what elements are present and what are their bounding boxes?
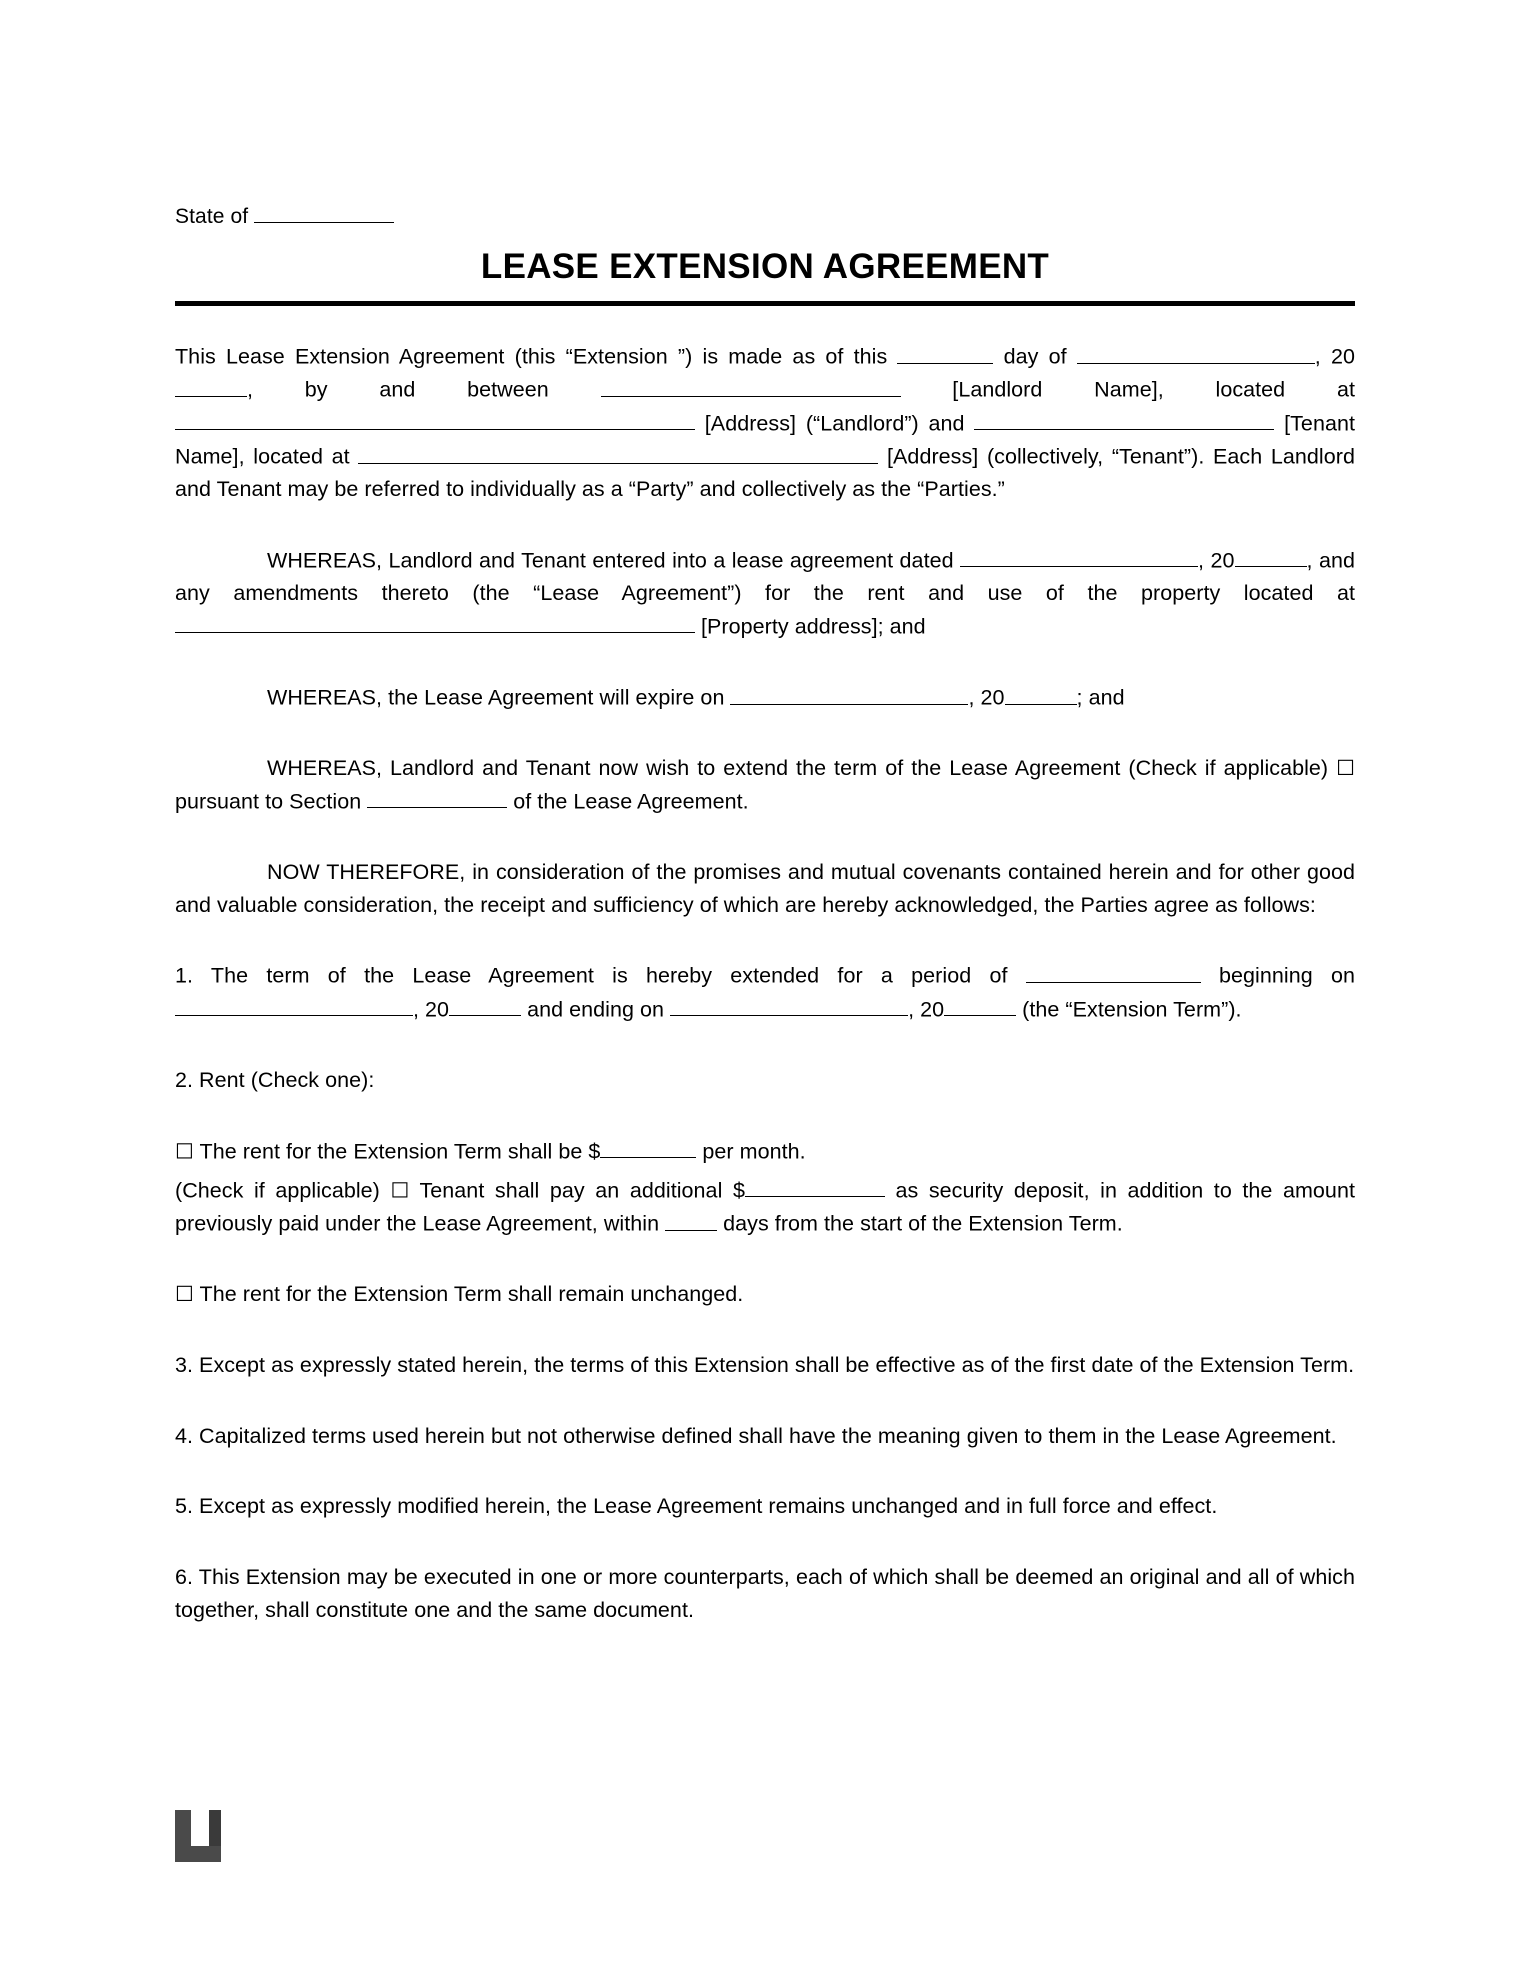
rent-option-2-text: The rent for the Extension Term shall remain unchanged. <box>193 1282 744 1307</box>
intro-text-7: [Tenant Name], located at <box>175 411 1355 469</box>
rent-amount-checkbox[interactable]: ☐ <box>175 1140 194 1164</box>
clause-1-text-6: (the “Extension Term”). <box>1016 997 1242 1022</box>
rent-option-1-extra <box>175 1174 1355 1240</box>
whereas-2-text-3: ; and <box>1076 685 1125 710</box>
clause-1-text-2: beginning on <box>1200 964 1356 989</box>
expiration-year-blank[interactable] <box>1005 681 1077 705</box>
legal-templates-logo-icon <box>175 1810 221 1862</box>
whereas-1-text-4: [Property address]; and <box>695 614 926 639</box>
landlord-name-blank[interactable] <box>601 373 901 397</box>
clause-5-paragraph: 5. Except as expressly modified herein, the Lease Agreement remains unchanged and in full force and effect. <box>175 1494 1218 1519</box>
year-blank[interactable] <box>175 373 247 397</box>
intro-text-6: [Address] (“Landlord”) and <box>695 411 975 436</box>
whereas-3-text-2: pursuant to Section <box>175 789 368 814</box>
end-date-blank[interactable] <box>670 993 908 1017</box>
clause-1-paragraph <box>175 959 1355 1025</box>
whereas-3-text-1: WHEREAS, Landlord and Tenant now wish to extend the term of the Lease Agreement (Check if applicable) <box>267 756 1337 781</box>
clause-1-text-4: and ending on <box>521 997 671 1022</box>
clause-6-paragraph: 6. This Extension may be executed in one or more counterparts, each of which shall be deemed an original and all of which together, shall constitute one and the same document. <box>175 1565 1355 1622</box>
whereas-2-paragraph <box>175 681 1355 714</box>
security-deposit-text-1: (Check if applicable) <box>175 1178 391 1203</box>
intro-text-5: [Landlord Name], located at <box>900 378 1355 403</box>
now-therefore-paragraph: NOW THEREFORE, in consideration of the promises and mutual covenants contained herein and for other good and valuable consideration, the receipt and sufficiency of which are hereby acknowledged, the Parties agree as follows: <box>175 860 1355 917</box>
intro-text-4: , by and between <box>247 378 601 403</box>
begin-date-blank[interactable] <box>175 993 413 1017</box>
day-blank[interactable] <box>897 340 993 364</box>
property-address-blank[interactable] <box>175 610 695 634</box>
tenant-name-blank[interactable] <box>974 407 1274 431</box>
extension-period-blank[interactable] <box>1026 959 1201 983</box>
intro-paragraph <box>175 340 1355 506</box>
rent-amount-blank[interactable] <box>600 1135 696 1159</box>
clause-4-paragraph: 4. Capitalized terms used herein but not otherwise defined shall have the meaning given to them in the Lease Agreement. <box>175 1423 1337 1448</box>
section-number-blank[interactable] <box>367 785 507 809</box>
whereas-1-paragraph <box>175 544 1355 643</box>
clause-1-text-5: , 20 <box>908 997 945 1022</box>
landlord-address-blank[interactable] <box>175 407 695 431</box>
begin-year-blank[interactable] <box>449 993 521 1017</box>
security-deposit-amount-blank[interactable] <box>745 1174 885 1198</box>
clause-1-text-1: 1. The term of the Lease Agreement is hereby extended for a period of <box>175 964 1026 989</box>
clause-1-text-3: , 20 <box>413 997 450 1022</box>
security-deposit-checkbox[interactable]: ☐ <box>390 1179 410 1203</box>
whereas-3-paragraph <box>175 752 1355 818</box>
security-deposit-text-3: as security deposit, in addition to the amount previously paid under the Lease Agreement, within <box>175 1178 1355 1236</box>
whereas-1-text-2: , 20 <box>1198 548 1235 573</box>
intro-text-8: [Address] (collectively, “Tenant”). Each Landlord and Tenant may be referred to individually as a “Party” and collectively as the “Parties.” <box>175 444 1355 502</box>
state-of-label: State of <box>175 205 255 229</box>
security-deposit-text-4: days from the start of the Extension Term. <box>717 1211 1123 1236</box>
rent-unchanged-checkbox[interactable]: ☐ <box>175 1283 194 1307</box>
intro-text-1: This Lease Extension Agreement (this “Extension ”) is made as of this <box>175 344 898 369</box>
tenant-address-blank[interactable] <box>358 440 878 464</box>
expiration-date-blank[interactable] <box>730 681 968 705</box>
whereas-1-text-1: WHEREAS, Landlord and Tenant entered into a lease agreement dated <box>267 548 961 573</box>
end-year-blank[interactable] <box>944 993 1016 1017</box>
title-divider <box>175 301 1355 306</box>
security-deposit-text-2: Tenant shall pay an additional $ <box>409 1178 745 1203</box>
state-blank[interactable] <box>254 200 394 223</box>
section-checkbox[interactable]: ☐ <box>1336 757 1355 781</box>
lease-year-blank[interactable] <box>1235 544 1307 568</box>
rent-option-1 <box>175 1135 1355 1168</box>
month-blank[interactable] <box>1077 340 1315 364</box>
state-of-line <box>175 200 1355 229</box>
clause-2-heading: 2. Rent (Check one): <box>175 1067 375 1092</box>
whereas-2-text-2: , 20 <box>968 685 1005 710</box>
whereas-3-text-3: of the Lease Agreement. <box>507 789 749 814</box>
clause-3-paragraph: 3. Except as expressly stated herein, the terms of this Extension shall be effective as of the first date of the Extension Term. <box>175 1352 1355 1377</box>
lease-date-blank[interactable] <box>960 544 1198 568</box>
security-deposit-days-blank[interactable] <box>665 1207 717 1231</box>
intro-text-2: day of <box>993 344 1077 369</box>
whereas-1-text-3: , and any amendments thereto (the “Lease Agreement”) for the rent and use of the property located at <box>175 548 1356 606</box>
whereas-2-text-1: WHEREAS, the Lease Agreement will expire on <box>267 685 731 710</box>
rent-option-2 <box>175 1278 1355 1311</box>
page-title: LEASE EXTENSION AGREEMENT <box>480 247 1050 287</box>
rent-option-1-text-1: The rent for the Extension Term shall be $ <box>193 1139 601 1164</box>
intro-text-3: , 20 <box>1314 344 1356 369</box>
rent-option-1-text-2: per month. <box>696 1139 806 1164</box>
